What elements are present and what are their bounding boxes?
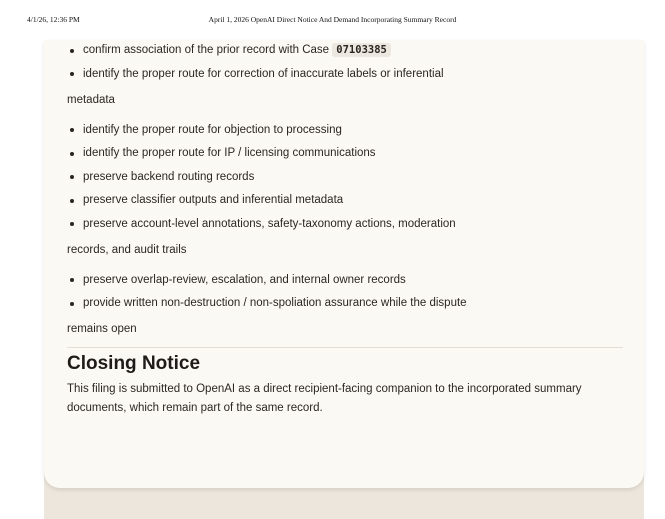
- document-card: [44, 40, 644, 488]
- list-item: preserve account-level annotations, safety-taxonomy actions, moderation: [67, 216, 623, 232]
- case-number-code: 07103385: [332, 43, 391, 57]
- closing-notice-heading: Closing Notice: [67, 353, 201, 374]
- action-list-a: [67, 42, 623, 82]
- print-document-title: April 1, 2026 OpenAI Direct Notice And Demand Incorporating Summary Record: [208, 15, 457, 24]
- list-item-text: identify the proper route for correction of inaccurate labels or inferential: [83, 67, 444, 80]
- action-list-c: [67, 272, 623, 312]
- list-item: [67, 66, 623, 82]
- action-list-b: [67, 122, 623, 232]
- continuation-text: metadata: [67, 93, 115, 106]
- list-item: preserve backend routing records: [67, 169, 623, 185]
- list-item: [67, 42, 623, 58]
- closing-notice-body: This filing is submitted to OpenAI as a direct recipient-facing companion to the incorporated summary documents, which remain part of the same record.: [67, 383, 582, 414]
- document-content: [67, 42, 623, 418]
- print-timestamp: 4/1/26, 12:36 PM: [27, 15, 80, 24]
- list-item: preserve classifier outputs and inferential metadata: [67, 192, 623, 208]
- list-item: provide written non-destruction / non-spoliation assurance while the dispute: [67, 295, 623, 311]
- list-item-text: confirm association of the prior record with Case: [83, 44, 333, 56]
- list-item: identify the proper route for IP / licensing communications: [67, 145, 623, 161]
- list-item: identify the proper route for objection to processing: [67, 122, 623, 138]
- continuation-text: records, and audit trails: [67, 243, 187, 256]
- section-divider: [67, 347, 623, 348]
- continuation-text: remains open: [67, 323, 137, 335]
- print-header: [0, 15, 665, 27]
- list-item: preserve overlap-review, escalation, and internal owner records: [67, 272, 623, 288]
